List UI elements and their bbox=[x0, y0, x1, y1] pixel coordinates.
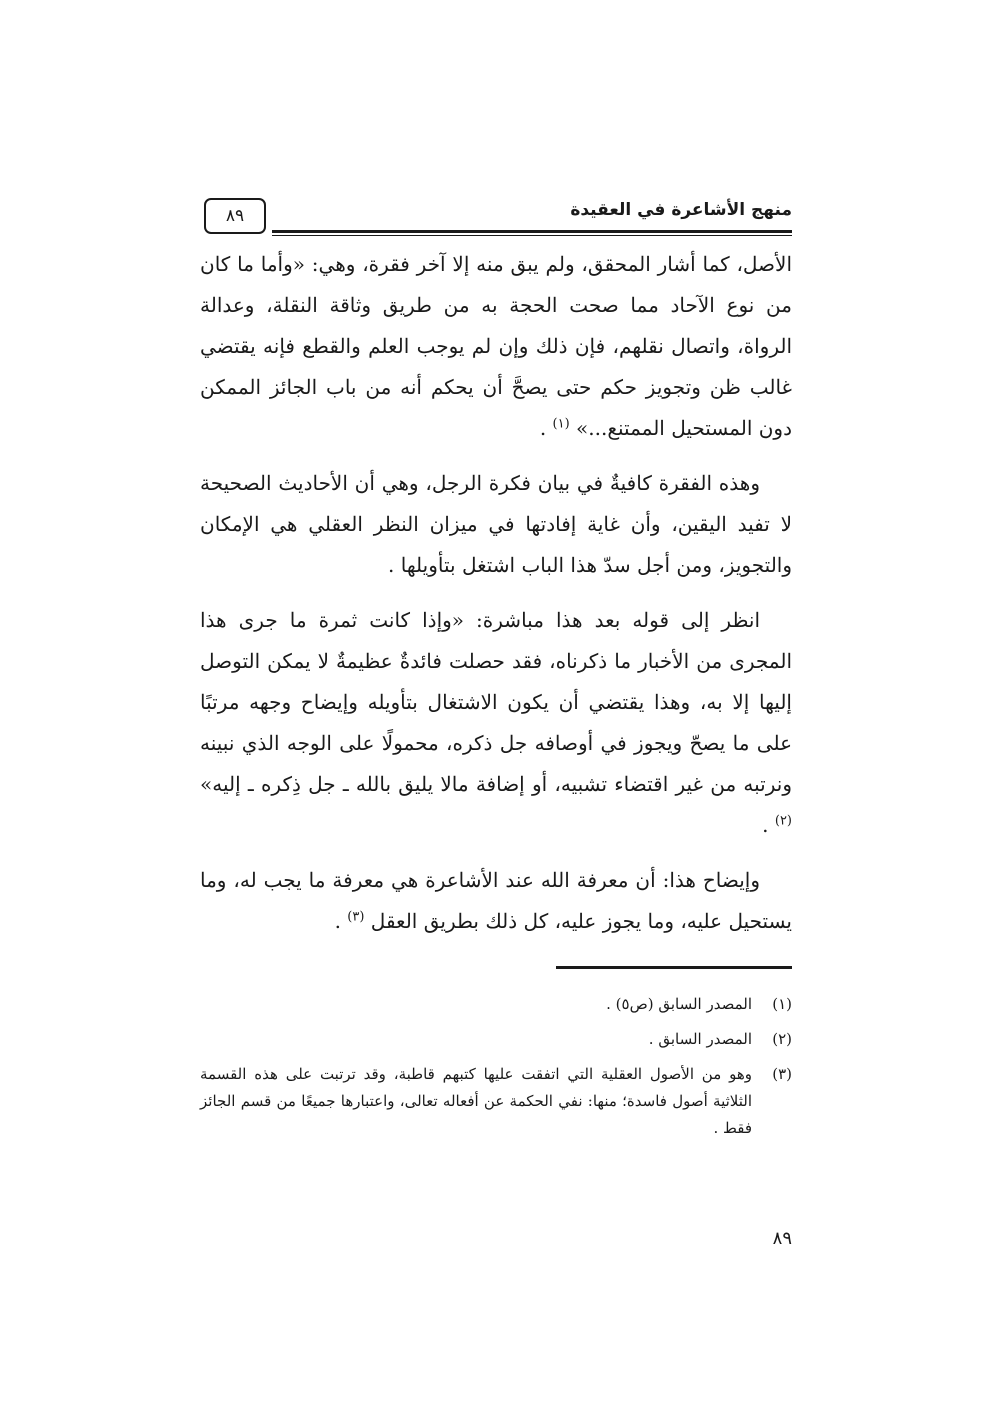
paragraph-text: وإيضاح هذا: أن معرفة الله عند الأشاعرة هي معرفة ما يجب له، وما يستحيل عليه، وما يجوز عليه، كل ذلك بطريق العقل bbox=[200, 868, 792, 933]
paragraph bbox=[200, 600, 792, 846]
footnote-number: (١) bbox=[772, 995, 792, 1013]
running-header bbox=[200, 190, 792, 240]
header-title: منهج الأشاعرة في العقيدة bbox=[570, 200, 792, 220]
footnote-number: (٢) bbox=[772, 1030, 792, 1048]
body-text bbox=[200, 244, 792, 942]
footnote-text: وهو من الأصول العقلية التي اتفقت عليها كتبهم قاطبة، وقد ترتبت على هذه القسمة الثلاثية أصول فاسدة؛ منها: نفي الحكمة عن أفعاله تعالى، واعتبارها جميعًا من قسم الجائز فقط . bbox=[200, 1065, 752, 1137]
paragraph-text: الأصل، كما أشار المحقق، ولم يبق منه إلا آخر فقرة، وهي: «وأما ما كان من نوع الآحاد مما صحت الحجة به من طريق وثاقة النقلة، وعدالة الرواة، واتصال نقلهم، فإن ذلك وإن لم يوجب العلم والقطع فإنه يقتضي غالب ظن وتجويز حكم حتى يصحَّ أن يحكم أنه من باب الجائز الممكن دون المستحيل الممتنع...» bbox=[200, 252, 792, 440]
paragraph-end: . bbox=[334, 909, 348, 933]
footnote-ref: (٢) bbox=[774, 813, 792, 829]
document-page bbox=[200, 190, 792, 1150]
header-page-number: ٨٩ bbox=[204, 198, 266, 234]
footnote bbox=[200, 991, 792, 1018]
paragraph bbox=[200, 244, 792, 449]
paragraph bbox=[200, 860, 792, 942]
header-rule bbox=[272, 230, 792, 233]
header-rule-thin bbox=[272, 235, 792, 236]
footnote bbox=[200, 1026, 792, 1053]
footnote bbox=[200, 1061, 792, 1142]
paragraph: وهذه الفقرة كافيةٌ في بيان فكرة الرجل، وهي أن الأحاديث الصحيحة لا تفيد اليقين، وأن غاية إفادتها في ميزان النظر العقلي هي الإمكان والتجويز، ومن أجل سدّ هذا الباب اشتغل بتأويلها . bbox=[200, 471, 792, 577]
footnote-number: (٣) bbox=[772, 1065, 792, 1083]
footnote-ref: (٣) bbox=[347, 909, 365, 925]
footer-page-number: ٨٩ bbox=[772, 1228, 792, 1249]
paragraph-text: انظر إلى قوله بعد هذا مباشرة: «وإذا كانت ثمرة ما جرى هذا المجرى من الأخبار ما ذكرناه، فقد حصلت فائدةٌ عظيمةٌ لا يمكن التوصل إليها إلا به، وهذا يقتضي أن يكون الاشتغال بتأويله وإيضاح وجهه مرتبًا على ما يصحّ ويجوز في أوصافه جل ذكره، محمولًا على الوجه الذي نبينه ونرتبه من غير اقتضاء تشبيه، أو إضافة مالا يليق بالله ـ جل ذِكره ـ إليه» bbox=[200, 608, 792, 796]
footnote-text: المصدر السابق (ص٥) . bbox=[606, 995, 752, 1013]
paragraph-end: . bbox=[539, 416, 553, 440]
footnote-ref: (١) bbox=[552, 416, 570, 432]
footnotes bbox=[200, 991, 792, 1142]
footnote-separator bbox=[556, 966, 792, 969]
paragraph-end: . bbox=[762, 813, 775, 837]
footnote-text: المصدر السابق . bbox=[648, 1030, 752, 1048]
